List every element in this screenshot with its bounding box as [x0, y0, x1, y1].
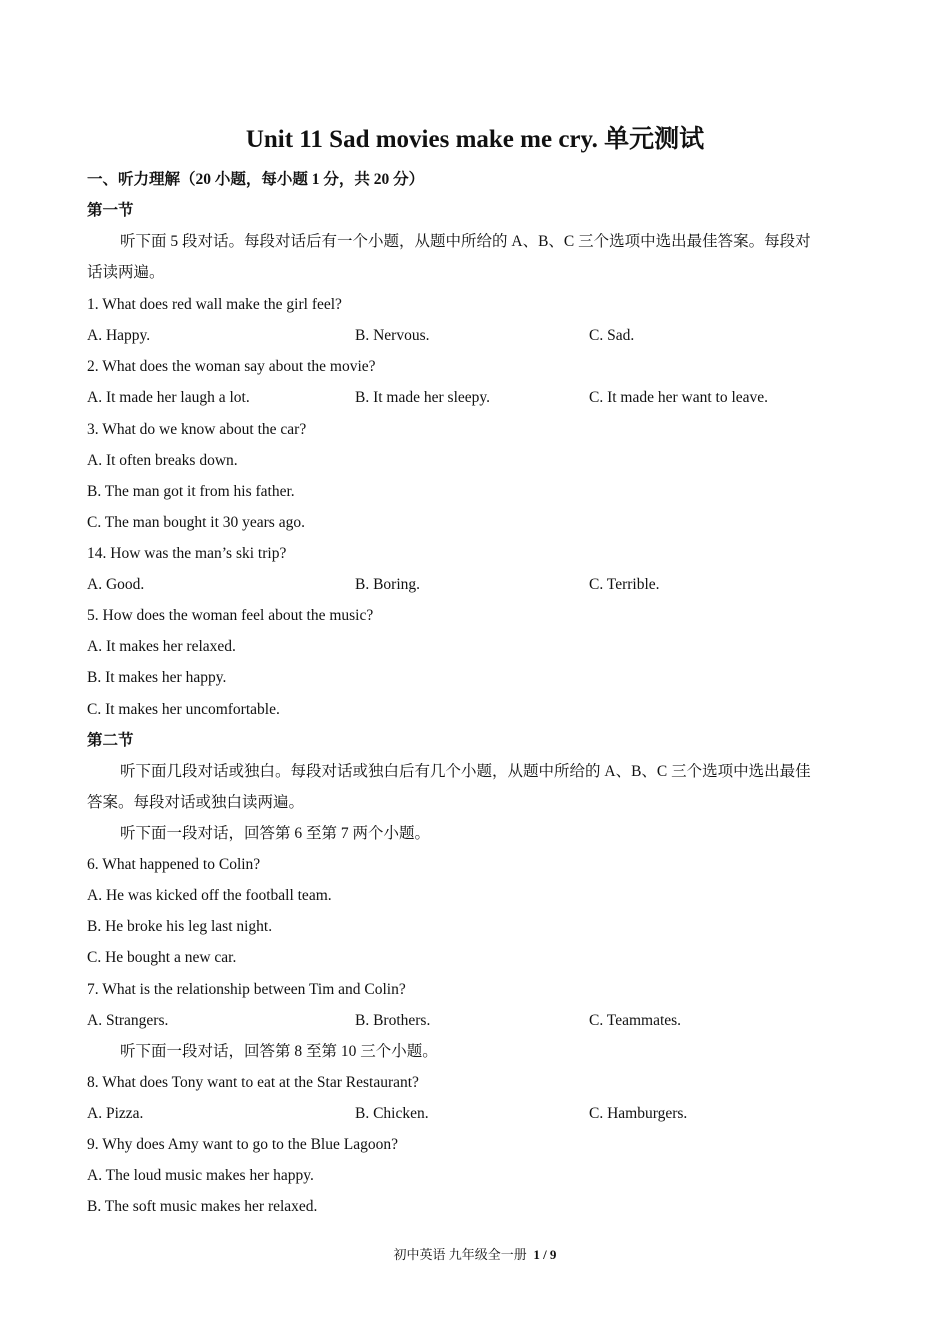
q5-option-b: B. It makes her happy. [87, 669, 227, 686]
q9-option-b: B. The soft music makes her relaxed. [87, 1198, 318, 1215]
q1-option-b: B. Nervous. [355, 327, 430, 344]
part1-instructions-line1: 听下面 5 段对话。每段对话后有一个小题，从题中所给的 A、B、C 三个选项中选出最佳答案。每段对 [120, 233, 811, 250]
q6-option-b: B. He broke his leg last night. [87, 918, 273, 935]
page-title: Unit 11 Sad movies make me cry. 单元测试 [245, 126, 705, 153]
part2-heading: 第二节 [87, 732, 134, 749]
part2-sub-instruction-1: 听下面一段对话，回答第 6 至第 7 两个小题。 [120, 825, 431, 842]
q3-option-c: C. The man bought it 30 years ago. [87, 514, 305, 531]
q5-option-c: C. It makes her uncomfortable. [87, 701, 280, 718]
q2-option-a: A. It made her laugh a lot. [87, 389, 250, 406]
q9-option-a: A. The loud music makes her happy. [87, 1167, 314, 1184]
question-3: 3. What do we know about the car? [87, 421, 307, 438]
q4-option-b: B. Boring. [355, 576, 421, 593]
q7-option-b: B. Brothers. [355, 1012, 431, 1029]
question-4: 14. How was the man’s ski trip? [87, 545, 287, 562]
q1-option-a: A. Happy. [87, 327, 151, 344]
q3-option-a: A. It often breaks down. [87, 452, 238, 469]
part1-heading: 第一节 [87, 202, 134, 219]
page-footer [0, 1245, 950, 1265]
part2-sub-instruction-2: 听下面一段对话，回答第 8 至第 10 三个小题。 [120, 1043, 438, 1060]
q2-option-b: B. It made her sleepy. [355, 389, 491, 406]
q7-option-a: A. Strangers. [87, 1012, 169, 1029]
footer-text: 初中英语 九年级全一册 [393, 1247, 527, 1262]
question-1: 1. What does red wall make the girl feel? [87, 296, 342, 313]
q1-option-c: C. Sad. [589, 327, 635, 344]
q4-option-c: C. Terrible. [589, 576, 660, 593]
page-number: 1 / 9 [533, 1247, 557, 1262]
part2-instructions-line1: 听下面几段对话或独白。每段对话或独白后有几个小题，从题中所给的 A、B、C 三个选项中选出最佳 [120, 763, 811, 780]
q2-option-c: C. It made her want to leave. [589, 389, 769, 406]
q5-option-a: A. It makes her relaxed. [87, 638, 236, 655]
q7-option-c: C. Teammates. [589, 1012, 682, 1029]
question-8: 8. What does Tony want to eat at the Star Restaurant? [87, 1074, 419, 1091]
section-heading: 一、听力理解（20 小题，每小题 1 分，共 20 分） [87, 171, 425, 188]
question-6: 6. What happened to Colin? [87, 856, 261, 873]
question-7: 7. What is the relationship between Tim and Colin? [87, 981, 406, 998]
part1-instructions-line2: 话读两遍。 [87, 264, 165, 281]
question-2: 2. What does the woman say about the movie? [87, 358, 376, 375]
q8-option-a: A. Pizza. [87, 1105, 144, 1122]
q6-option-a: A. He was kicked off the football team. [87, 887, 332, 904]
q4-option-a: A. Good. [87, 576, 145, 593]
q6-option-c: C. He bought a new car. [87, 949, 237, 966]
question-5: 5. How does the woman feel about the music? [87, 607, 374, 624]
question-9: 9. Why does Amy want to go to the Blue Lagoon? [87, 1136, 398, 1153]
q8-option-c: C. Hamburgers. [589, 1105, 688, 1122]
q3-option-b: B. The man got it from his father. [87, 483, 295, 500]
q8-option-b: B. Chicken. [355, 1105, 429, 1122]
part2-instructions-line2: 答案。每段对话或独白读两遍。 [87, 794, 305, 811]
